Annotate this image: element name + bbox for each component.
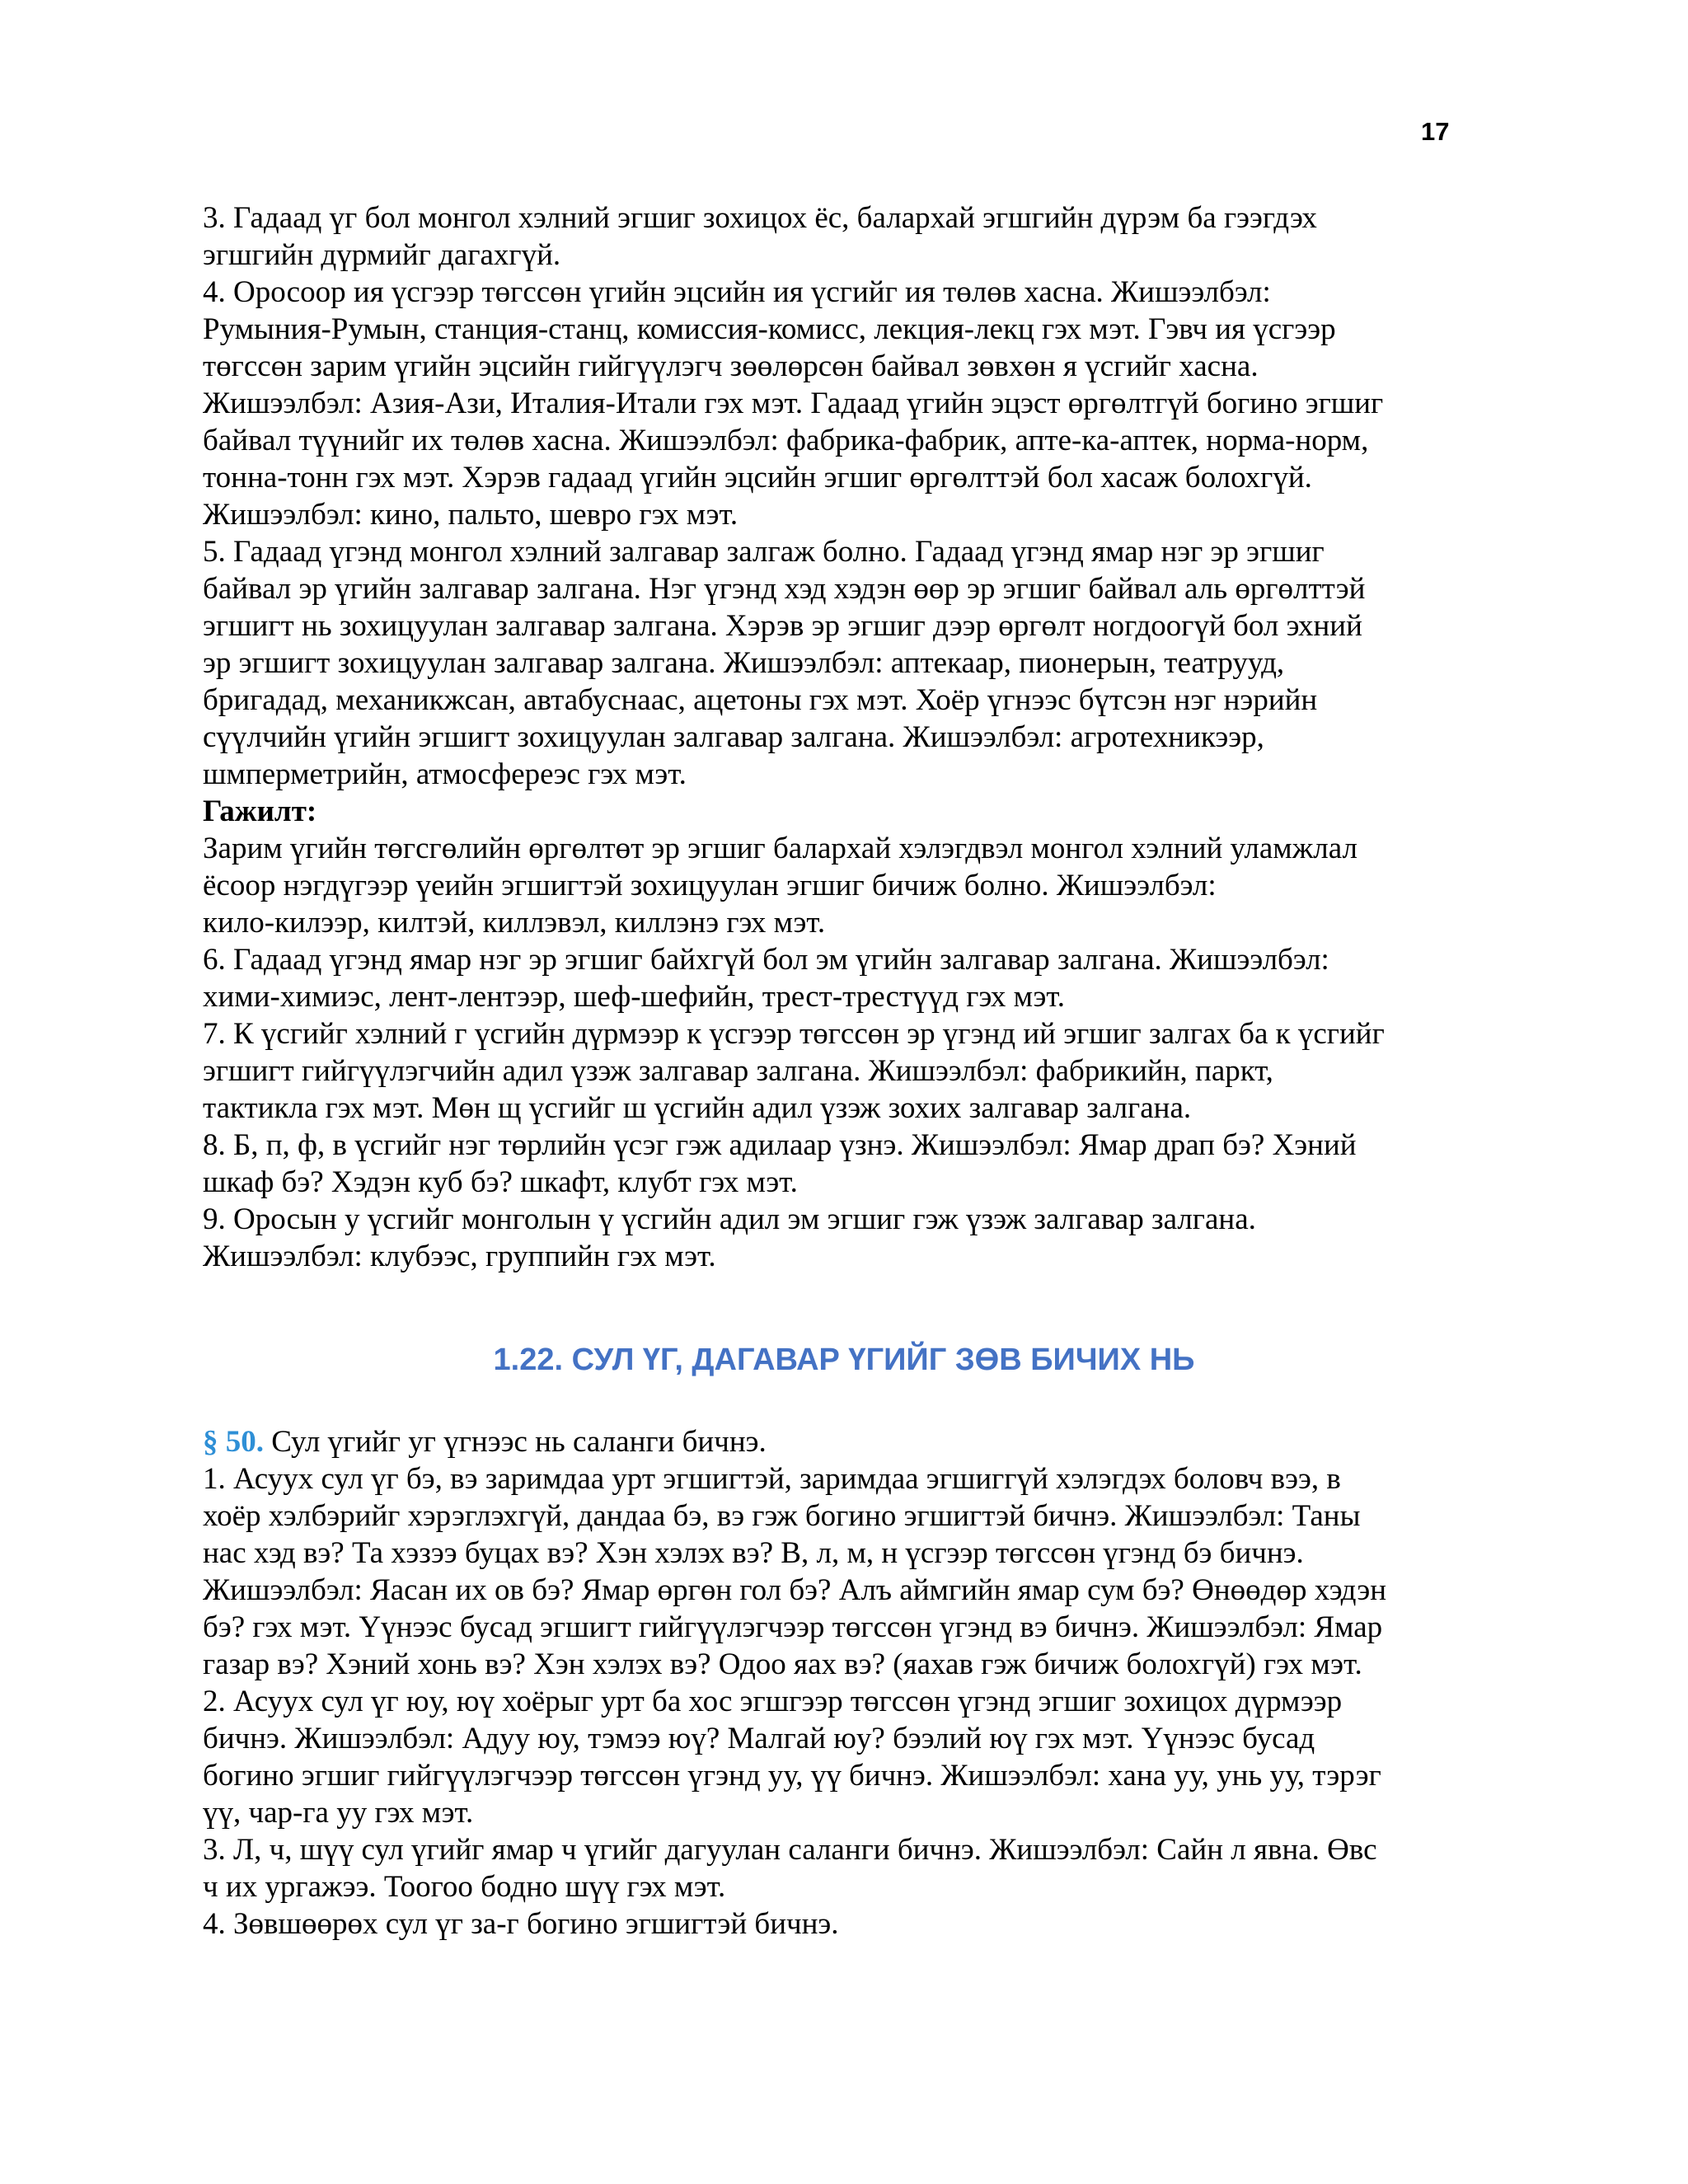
- text-line: байвал түүнийг их төлөв хасна. Жишээлбэл: фабрика-фабрик, апте-ка-аптек, норма-норм,: [203, 424, 1369, 457]
- paragraph-50-intro: Сул үгийг уг үгнээс нь саланги бичнэ.: [264, 1425, 767, 1459]
- text-line: хоёр хэлбэрийг хэрэглэхгүй, дандаа бэ, вэ гэж богино эгшигтэй бичнэ. Жишээлбэл: Таны: [203, 1499, 1361, 1533]
- text-line: 2. Асуух сул үг юу, юү хоёрыг урт ба хос эгшгээр төгссөн үгэнд эгшиг зохицох дүрмээр: [203, 1685, 1343, 1718]
- text-line: төгссөн зарим үгийн эцсийн гийгүүлэгч зөөлөрсөн байвал зөвхөн я үсгийг хасна.: [203, 349, 1259, 383]
- text-line: сүүлчийн үгийн эгшигт зохицуулан залгавар залгана. Жишээлбэл: агротехникээр,: [203, 720, 1264, 754]
- text-line: хими-химиэс, лент-лентээр, шеф-шефийн, трест-трестүүд гэх мэт.: [203, 980, 1066, 1014]
- rules-text-block: [203, 199, 1498, 1275]
- text-line: Зарим үгийн төгсгөлийн өргөлтөт эр эгшиг балархай хэлэгдвэл монгол хэлний уламжлал: [203, 832, 1357, 865]
- text-line: бригадад, механикжсан, автабуснаас, ацетоны гэх мэт. Хоёр үгнээс бүтсэн нэг нэрийн: [203, 683, 1318, 717]
- text-line: Румыния-Румын, станция-станц, комиссия-комисс, лекция-лекц гэх мэт. Гэвч ия үсгээр: [203, 312, 1336, 346]
- text-line: Жишээлбэл: Яасан их ов бэ? Ямар өргөн гол бэ? Алъ аймгийн ямар сум бэ? Өнөөдөр хэдэн: [203, 1573, 1387, 1607]
- text-line: эр эгшигт зохицуулан залгавар залгана. Жишээлбэл: аптекаар, пионерын, театрууд,: [203, 646, 1285, 680]
- text-line: 8. Б, п, ф, в үсгийг нэг төрлийн үсэг гэж адилаар үзнэ. Жишээлбэл: Ямар драп бэ? Хэний: [203, 1128, 1357, 1162]
- text-line: эгшгийн дүрмийг дагахгүй.: [203, 238, 561, 272]
- exception-label: Гажилт:: [203, 794, 317, 828]
- text-line: ч их ургажээ. Тоогоо бодно шүү гэх мэт.: [203, 1870, 726, 1904]
- paragraph-mark: § 50.: [203, 1425, 264, 1459]
- text-line: 4. Зөвшөөрөх сул үг за-г богино эгшигтэй бичнэ.: [203, 1907, 839, 1941]
- text-line: 7. К үсгийг хэлний г үсгийн дүрмээр к үсгээр төгссөн эр үгэнд ий эгшиг залгах ба к үсгийг: [203, 1017, 1385, 1051]
- text-line: 5. Гадаад үгэнд монгол хэлний залгавар залгаж болно. Гадаад үгэнд ямар нэг эр эгшиг: [203, 535, 1325, 569]
- text-line: бичнэ. Жишээлбэл: Адуу юу, тэмээ юү? Малгай юу? бээлий юү гэх мэт. Үүнээс бусад: [203, 1722, 1315, 1755]
- text-line: үү, чар-га уу гэх мэт.: [203, 1796, 474, 1830]
- text-line: нас хэд вэ? Та хэзээ буцах вэ? Хэн хэлэх вэ? В, л, м, н үсгээр төгссөн үгэнд бэ бичнэ.: [203, 1536, 1304, 1570]
- text-line: тонна-тонн гэх мэт. Хэрэв гадаад үгийн эцсийн эгшиг өргөлттэй бол хасаж болохгүй.: [203, 461, 1312, 494]
- text-line: 9. Оросын у үсгийг монголын ү үсгийн адил эм эгшиг гэж үзэж залгавар залгана.: [203, 1202, 1256, 1236]
- text-line: 6. Гадаад үгэнд ямар нэг эр эгшиг байхгүй бол эм үгийн залгавар залгана. Жишээлбэл:: [203, 943, 1329, 977]
- page-number: 17: [1421, 117, 1450, 146]
- text-line: эгшигт нь зохицуулан залгавар залгана. Хэрэв эр эгшиг дээр өргөлт ногдоогүй бол эхний: [203, 609, 1362, 643]
- text-line: 3. Гадаад үг бол монгол хэлний эгшиг зохицох ёс, балархай эгшгийн дүрэм ба гээгдэх: [203, 201, 1317, 235]
- text-line: кило-килээр, килтэй, киллэвэл, киллэнэ гэх мэт.: [203, 906, 826, 940]
- text-line: шмперметрийн, атмосфереэс гэх мэт.: [203, 757, 687, 791]
- text-line: богино эгшиг гийгүүлэгчээр төгссөн үгэнд уу, үү бичнэ. Жишээлбэл: хана уу, унь уу, тэрэг: [203, 1759, 1381, 1793]
- text-line: тактикла гэх мэт. Мөн щ үсгийг ш үсгийн адил үзэж зохих залгавар залгана.: [203, 1091, 1192, 1125]
- text-line: бэ? гэх мэт. Үүнээс бусад эгшигт гийгүүлэгчээр төгссөн үгэнд вэ бичнэ. Жишээлбэл: Ямар: [203, 1610, 1383, 1644]
- text-line: 3. Л, ч, шүү сул үгийг ямар ч үгийг дагуулан саланги бичнэ. Жишээлбэл: Сайн л явна. Өвс: [203, 1833, 1377, 1867]
- text-line: Жишээлбэл: кино, пальто, шевро гэх мэт.: [203, 498, 738, 532]
- paragraph-50-line: [203, 1423, 1498, 1460]
- text-line: ёсоор нэгдүгээр үеийн эгшигтэй зохицуулан эгшиг бичиж болно. Жишээлбэл:: [203, 869, 1217, 902]
- text-line: Жишээлбэл: Азия-Ази, Италия-Итали гэх мэт. Гадаад үгийн эцэст өргөлтгүй богино эгшиг: [203, 387, 1384, 420]
- text-line: шкаф бэ? Хэдэн куб бэ? шкафт, клубт гэх мэт.: [203, 1165, 798, 1199]
- text-line: эгшигт гийгүүлэгчийн адил үзэж залгавар залгана. Жишээлбэл: фабрикийн, паркт,: [203, 1054, 1273, 1088]
- particles-text-block: [203, 1423, 1498, 1943]
- text-line: Жишээлбэл: клубээс, группийн гэх мэт.: [203, 1240, 716, 1273]
- text-line: 1. Асуух сул үг бэ, вэ заримдаа урт эгшигтэй, заримдаа эгшиггүй хэлэгдэх боловч вээ, в: [203, 1462, 1341, 1496]
- section-heading: 1.22. СУЛ ҮГ, ДАГАВАР ҮГИЙГ ЗӨВ БИЧИХ НЬ: [493, 1343, 1195, 1377]
- text-line: байвал эр үгийн залгавар залгана. Нэг үгэнд хэд хэдэн өөр эр эгшиг байвал аль өргөлттэй: [203, 572, 1366, 606]
- text-line: 4. Оросоор ия үсгээр төгссөн үгийн эцсийн ия үсгийг ия төлөв хасна. Жишээлбэл:: [203, 275, 1271, 309]
- text-line: газар вэ? Хэний хонь вэ? Хэн хэлэх вэ? Одоо яах вэ? (яахав гэж бичиж болохгүй) гэх мэт.: [203, 1647, 1362, 1681]
